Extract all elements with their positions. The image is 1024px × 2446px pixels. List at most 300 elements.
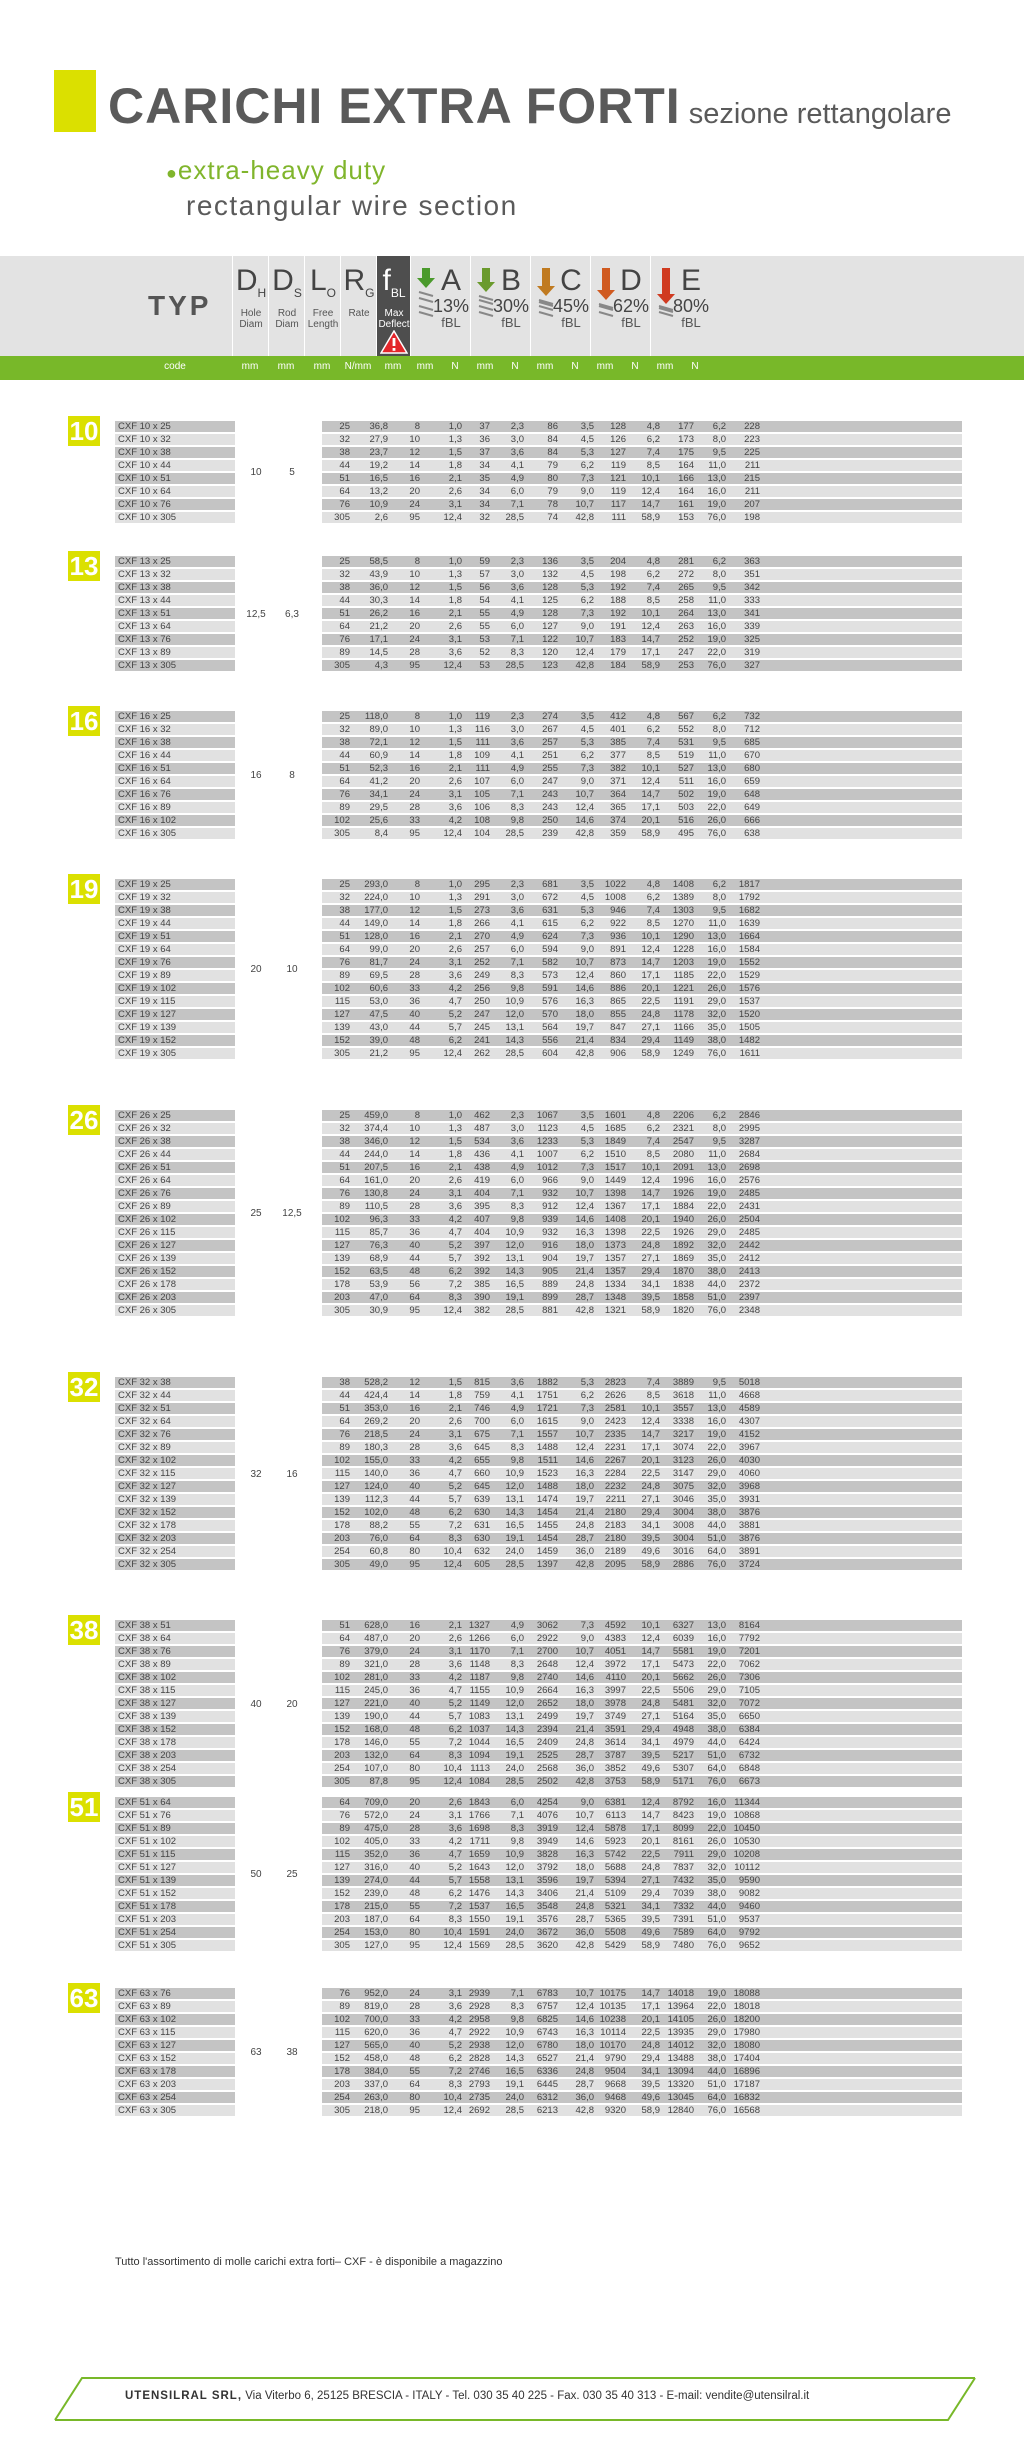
value-cell: 5,2 <box>448 1862 462 1873</box>
value-cell: 6445 <box>536 2079 558 2090</box>
value-cell: 27,9 <box>369 434 388 445</box>
value-cell: 7,2 <box>448 1279 462 1290</box>
value-cell: 3753 <box>604 1776 626 1787</box>
table-row <box>0 1849 1024 1860</box>
value-cell: 38,0 <box>707 1035 726 1046</box>
value-cell: 14 <box>409 918 420 929</box>
table-row <box>0 776 1024 787</box>
value-cell: 14,6 <box>575 1672 594 1683</box>
part-code: CXF 51 x 305 <box>118 1940 177 1951</box>
value-cell: 184 <box>610 660 626 671</box>
value-cell: 20 <box>409 486 420 497</box>
value-cell: 9,5 <box>712 737 726 748</box>
value-cell: 1094 <box>468 1750 490 1761</box>
part-code: CXF 26 x 152 <box>118 1266 177 1277</box>
table-row <box>0 1646 1024 1657</box>
value-cell: 192 <box>610 582 626 593</box>
value-cell: 891 <box>610 944 626 955</box>
part-code: CXF 51 x 89 <box>118 1823 171 1834</box>
value-cell: 102,0 <box>364 1507 388 1518</box>
value-cell: 3672 <box>536 1927 558 1938</box>
part-code: CXF 19 x 32 <box>118 892 171 903</box>
value-cell: 3,6 <box>448 802 462 813</box>
value-cell: 9,5 <box>712 582 726 593</box>
deflection-percent: 45% <box>552 296 590 316</box>
value-cell: 7332 <box>672 1901 694 1912</box>
value-cell: 33 <box>409 1672 420 1683</box>
value-cell: 105 <box>474 789 490 800</box>
value-cell: 49,6 <box>641 2092 660 2103</box>
value-cell: 58,5 <box>369 556 388 567</box>
value-cell: 10,1 <box>641 473 660 484</box>
value-cell: 7,4 <box>646 1136 660 1147</box>
value-cell: 188 <box>610 595 626 606</box>
value-cell: 17,1 <box>641 1201 660 1212</box>
value-cell: 8 <box>414 879 420 890</box>
size-group-badge: 63 <box>69 1983 99 2013</box>
value-cell: 127 <box>334 2040 350 2051</box>
value-cell: 353,0 <box>364 1403 388 1414</box>
value-cell: 7,3 <box>580 763 594 774</box>
part-code: CXF 51 x 102 <box>118 1836 177 1847</box>
value-cell: 36 <box>479 434 490 445</box>
value-cell: 198 <box>610 569 626 580</box>
value-cell: 187,0 <box>364 1914 388 1925</box>
value-cell: 1505 <box>738 1022 760 1033</box>
value-cell: 3576 <box>536 1914 558 1925</box>
value-cell: 1,8 <box>448 595 462 606</box>
table-row <box>0 1292 1024 1303</box>
rod-diameter: 6,3 <box>285 608 299 620</box>
value-cell: 9,0 <box>580 1175 594 1186</box>
value-cell: 10,4 <box>443 1546 462 1557</box>
value-cell: 10,4 <box>443 1927 462 1938</box>
header-col-rg <box>340 256 377 356</box>
value-cell: 60,9 <box>369 750 388 761</box>
value-cell: 7,2 <box>448 1520 462 1531</box>
value-cell: 4,1 <box>510 595 524 606</box>
value-cell: 32 <box>339 892 350 903</box>
value-cell: 4,8 <box>646 1110 660 1121</box>
table-row <box>0 1035 1024 1046</box>
value-cell: 1664 <box>738 931 760 942</box>
value-cell: 14 <box>409 595 420 606</box>
value-cell: 10,9 <box>505 2027 524 2038</box>
value-cell: 319 <box>744 647 760 658</box>
value-cell: 1,0 <box>448 1110 462 1121</box>
value-cell: 42,8 <box>575 660 594 671</box>
value-cell: 14012 <box>667 2040 694 2051</box>
value-cell: 3,5 <box>580 711 594 722</box>
value-cell: 4,2 <box>448 2014 462 2025</box>
value-cell: 1348 <box>604 1292 626 1303</box>
value-cell: 76,0 <box>707 1559 726 1570</box>
value-cell: 10114 <box>600 2027 626 2038</box>
value-cell: 124,0 <box>364 1481 388 1492</box>
value-cell: 51 <box>339 1162 350 1173</box>
value-cell: 4,2 <box>448 815 462 826</box>
value-cell: 1459 <box>536 1546 558 1557</box>
value-cell: 274 <box>542 711 558 722</box>
value-cell: 14 <box>409 460 420 471</box>
value-cell: 64 <box>409 1750 420 1761</box>
value-cell: 3,6 <box>510 447 524 458</box>
value-cell: 13,0 <box>707 1403 726 1414</box>
unit-label: mm <box>596 361 614 372</box>
value-cell: 4,5 <box>580 1123 594 1134</box>
value-cell: 34 <box>479 460 490 471</box>
part-code: CXF 32 x 127 <box>118 1481 177 1492</box>
value-cell: 2372 <box>738 1279 760 1290</box>
value-cell: 6673 <box>738 1776 760 1787</box>
part-code: CXF 63 x 89 <box>118 2001 171 2012</box>
value-cell: 1455 <box>536 1520 558 1531</box>
value-cell: 4,2 <box>448 1836 462 1847</box>
value-cell: 21,2 <box>369 621 388 632</box>
value-cell: 24,0 <box>505 1546 524 1557</box>
value-cell: 6,2 <box>712 556 726 567</box>
part-code: CXF 38 x 203 <box>118 1750 177 1761</box>
rod-diameter: 38 <box>286 2047 298 2058</box>
value-cell: 125 <box>542 595 558 606</box>
rod-diameter: 16 <box>286 1468 298 1480</box>
value-cell: 631 <box>542 905 558 916</box>
value-cell: 24 <box>409 1810 420 1821</box>
value-cell: 14018 <box>667 1988 694 1999</box>
compression-arrow-icon <box>655 268 677 325</box>
value-cell: 42,8 <box>575 2105 594 2116</box>
value-cell: 136 <box>542 556 558 567</box>
value-cell: 8099 <box>672 1823 694 1834</box>
value-cell: 1,3 <box>448 724 462 735</box>
value-cell: 6,2 <box>580 1149 594 1160</box>
value-cell: 38 <box>339 447 350 458</box>
value-cell: 5217 <box>672 1750 694 1761</box>
english-title-line1: ●extra-heavy duty <box>166 155 387 185</box>
value-cell: 17,1 <box>641 802 660 813</box>
value-cell: 24,8 <box>641 1481 660 1492</box>
value-cell: 218,0 <box>364 2105 388 2116</box>
value-cell: 49,6 <box>641 1546 660 1557</box>
value-cell: 946 <box>610 905 626 916</box>
value-cell: 2,1 <box>448 763 462 774</box>
value-cell: 14,5 <box>369 647 388 658</box>
value-cell: 20 <box>409 1416 420 1427</box>
value-cell: 44 <box>409 1494 420 1505</box>
value-cell: 56 <box>409 1279 420 1290</box>
value-cell: 177,0 <box>364 905 388 916</box>
value-cell: 161,0 <box>364 1175 388 1186</box>
value-cell: 152 <box>334 1888 350 1899</box>
value-cell: 8,3 <box>448 1533 462 1544</box>
part-code: CXF 63 x 76 <box>118 1988 171 1999</box>
part-code: CXF 19 x 76 <box>118 957 171 968</box>
value-cell: 1,5 <box>448 1136 462 1147</box>
page-footer <box>0 2360 1024 2430</box>
value-cell: 51 <box>339 763 350 774</box>
value-cell: 3338 <box>672 1416 694 1427</box>
value-cell: 1476 <box>468 1888 490 1899</box>
value-cell: 102 <box>334 1836 350 1847</box>
value-cell: 19,0 <box>707 1429 726 1440</box>
value-cell: 5,3 <box>580 737 594 748</box>
part-code: CXF 32 x 76 <box>118 1429 171 1440</box>
value-cell: 570 <box>542 1009 558 1020</box>
value-cell: 7,3 <box>580 1403 594 1414</box>
value-cell: 363 <box>744 556 760 567</box>
value-cell: 10530 <box>733 1836 760 1847</box>
value-cell: 4,2 <box>448 1214 462 1225</box>
value-cell: 273 <box>474 905 490 916</box>
value-cell: 7,4 <box>646 737 660 748</box>
value-cell: 13,1 <box>505 1253 524 1264</box>
value-cell: 42,8 <box>575 1305 594 1316</box>
value-cell: 1,0 <box>448 711 462 722</box>
value-cell: 119 <box>610 486 626 497</box>
value-cell: 8,3 <box>510 802 524 813</box>
table-row <box>0 512 1024 523</box>
value-cell: 2626 <box>604 1390 626 1401</box>
value-cell: 18,0 <box>575 2040 594 2051</box>
value-cell: 54 <box>479 595 490 606</box>
value-cell: 6,2 <box>712 879 726 890</box>
value-cell: 76,0 <box>707 2105 726 2116</box>
value-cell: 12 <box>409 737 420 748</box>
value-cell: 3967 <box>738 1442 760 1453</box>
value-cell: 325 <box>744 634 760 645</box>
value-cell: 60,8 <box>369 1546 388 1557</box>
value-cell: 47,0 <box>369 1292 388 1303</box>
value-cell: 255 <box>542 763 558 774</box>
value-cell: 13,0 <box>707 473 726 484</box>
value-cell: 153 <box>678 512 694 523</box>
part-code: CXF 51 x 127 <box>118 1862 177 1873</box>
value-cell: 51 <box>339 473 350 484</box>
value-cell: 2828 <box>468 2053 490 2064</box>
value-cell: 1,5 <box>448 905 462 916</box>
table-row <box>0 421 1024 432</box>
size-group-badge: 32 <box>69 1372 99 1402</box>
part-code: CXF 63 x 203 <box>118 2079 177 2090</box>
table-row <box>0 1659 1024 1670</box>
value-cell: 20,1 <box>641 983 660 994</box>
value-cell: 28,5 <box>505 1305 524 1316</box>
value-cell: 39,5 <box>641 1914 660 1925</box>
value-cell: 18080 <box>733 2040 760 2051</box>
value-cell: 218,5 <box>364 1429 388 1440</box>
value-cell: 459,0 <box>364 1110 388 1121</box>
value-cell: 127 <box>334 1009 350 1020</box>
value-cell: 604 <box>542 1048 558 1059</box>
value-cell: 2499 <box>536 1711 558 1722</box>
table-row <box>0 789 1024 800</box>
value-cell: 8,4 <box>374 828 388 839</box>
value-cell: 16,0 <box>707 486 726 497</box>
unit-label: N/mm <box>344 361 372 372</box>
value-cell: 1155 <box>469 1685 490 1696</box>
value-cell: 12,4 <box>443 1305 462 1316</box>
part-code: CXF 26 x 102 <box>118 1214 177 1225</box>
value-cell: 3062 <box>536 1620 558 1631</box>
value-cell: 239,0 <box>364 1888 388 1899</box>
value-cell: 86 <box>547 421 558 432</box>
value-cell: 13935 <box>667 2027 694 2038</box>
table-row <box>0 1763 1024 1774</box>
value-cell: 912 <box>542 1201 558 1212</box>
value-cell: 191 <box>610 621 626 632</box>
value-cell: 85,7 <box>369 1227 388 1238</box>
value-cell: 1940 <box>672 1214 694 1225</box>
value-cell: 12,0 <box>505 1009 524 1020</box>
value-cell: 13,0 <box>707 763 726 774</box>
value-cell: 11,0 <box>708 595 726 606</box>
value-cell: 4,8 <box>646 556 660 567</box>
value-cell: 107,0 <box>364 1763 388 1774</box>
table-row <box>0 460 1024 471</box>
value-cell: 16,3 <box>575 1685 594 1696</box>
value-cell: 2409 <box>536 1737 558 1748</box>
value-cell: 3287 <box>738 1136 760 1147</box>
value-cell: 95 <box>409 1559 420 1570</box>
value-cell: 2211 <box>605 1494 626 1505</box>
value-cell: 127 <box>334 1240 350 1251</box>
value-cell: 76,0 <box>707 512 726 523</box>
value-cell: 3147 <box>672 1468 694 1479</box>
value-cell: 10,7 <box>575 1988 594 1999</box>
value-cell: 6,2 <box>448 2053 462 2064</box>
value-cell: 2698 <box>738 1162 760 1173</box>
value-cell: 3997 <box>604 1685 626 1696</box>
value-cell: 28,5 <box>505 1940 524 1951</box>
table-row <box>0 1494 1024 1505</box>
value-cell: 264 <box>678 608 694 619</box>
value-cell: 9537 <box>738 1914 760 1925</box>
value-cell: 3876 <box>738 1507 760 1518</box>
value-cell: 9320 <box>604 2105 626 2116</box>
value-cell: 9,8 <box>510 1672 524 1683</box>
value-cell: 24,0 <box>505 1927 524 1938</box>
value-cell: 2,6 <box>448 776 462 787</box>
value-cell: 76,0 <box>707 660 726 671</box>
value-cell: 2,6 <box>448 621 462 632</box>
table-row <box>0 1188 1024 1199</box>
table-row <box>0 1048 1024 1059</box>
value-cell: 4,7 <box>448 996 462 1007</box>
value-cell: 130,8 <box>364 1188 388 1199</box>
value-cell: 30,9 <box>369 1305 388 1316</box>
value-cell: 904 <box>542 1253 558 1264</box>
value-cell: 149,0 <box>364 918 388 929</box>
value-cell: 337,0 <box>364 2079 388 2090</box>
value-cell: 112,3 <box>364 1494 388 1505</box>
value-cell: 12,4 <box>443 1940 462 1951</box>
value-cell: 18,0 <box>575 1009 594 1020</box>
value-cell: 6,2 <box>448 1888 462 1899</box>
value-cell: 10,1 <box>641 1162 660 1173</box>
table-row <box>0 1620 1024 1631</box>
value-cell: 1517 <box>604 1162 626 1173</box>
value-cell: 192 <box>610 608 626 619</box>
part-code: CXF 38 x 178 <box>118 1737 177 1748</box>
table-row <box>0 1416 1024 1427</box>
value-cell: 2231 <box>604 1442 626 1453</box>
value-cell: 6312 <box>536 2092 558 2103</box>
value-cell: 64 <box>409 1533 420 1544</box>
value-cell: 10 <box>409 1123 420 1134</box>
value-cell: 5506 <box>672 1685 694 1696</box>
value-cell: 9590 <box>738 1875 760 1886</box>
value-cell: 9,0 <box>580 944 594 955</box>
value-cell: 51,0 <box>707 1292 726 1303</box>
table-row <box>0 957 1024 968</box>
value-cell: 6327 <box>672 1620 694 1631</box>
value-cell: 5742 <box>604 1849 626 1860</box>
part-code: CXF 63 x 152 <box>118 2053 177 2064</box>
value-cell: 10 <box>409 724 420 735</box>
value-cell: 223 <box>744 434 760 445</box>
value-cell: 5,3 <box>580 1136 594 1147</box>
value-cell: 3881 <box>738 1520 760 1531</box>
value-cell: 2180 <box>604 1533 626 1544</box>
value-cell: 390 <box>474 1292 490 1303</box>
value-cell: 9,0 <box>580 1797 594 1808</box>
value-cell: 3,5 <box>580 879 594 890</box>
value-cell: 12,4 <box>443 660 462 671</box>
value-cell: 119 <box>610 460 626 471</box>
hole-diameter: 20 <box>250 964 262 975</box>
value-cell: 16,5 <box>505 2066 524 2077</box>
value-cell: 76 <box>339 957 350 968</box>
value-cell: 1178 <box>673 1009 694 1020</box>
value-cell: 6113 <box>605 1810 626 1821</box>
value-cell: 401 <box>610 724 626 735</box>
value-cell: 40 <box>409 1862 420 1873</box>
value-cell: 11344 <box>734 1797 760 1808</box>
value-cell: 51 <box>339 931 350 942</box>
part-code: CXF 10 x 305 <box>118 512 177 523</box>
value-cell: 9668 <box>604 2079 626 2090</box>
value-cell: 12,0 <box>505 1481 524 1492</box>
table-row <box>0 1162 1024 1173</box>
value-cell: 4,8 <box>646 879 660 890</box>
value-cell: 7,1 <box>510 1646 524 1657</box>
value-cell: 4254 <box>536 1797 558 1808</box>
value-cell: 203 <box>334 1292 350 1303</box>
value-cell: 7,2 <box>448 2066 462 2077</box>
value-cell: 1751 <box>536 1390 558 1401</box>
english-title-line2: rectangular wire section <box>186 190 518 221</box>
table-row <box>0 1253 1024 1264</box>
value-cell: 23,7 <box>369 447 388 458</box>
value-cell: 7062 <box>738 1659 760 1670</box>
value-cell: 932 <box>542 1227 558 1238</box>
part-code: CXF 19 x 25 <box>118 879 171 890</box>
value-cell: 3,5 <box>580 1110 594 1121</box>
value-cell: 36 <box>409 1685 420 1696</box>
value-cell: 582 <box>542 957 558 968</box>
value-cell: 48 <box>409 1507 420 1518</box>
part-code: CXF 13 x 76 <box>118 634 171 645</box>
value-cell: 24 <box>409 1429 420 1440</box>
part-code: CXF 38 x 115 <box>118 1685 176 1696</box>
table-row <box>0 1940 1024 1951</box>
value-cell: 1584 <box>738 944 760 955</box>
value-cell: 8164 <box>738 1620 760 1631</box>
header-col-lo <box>304 256 341 356</box>
value-cell: 64,0 <box>707 1763 726 1774</box>
value-cell: 2412 <box>738 1253 760 1264</box>
value-cell: 12 <box>409 1377 420 1388</box>
